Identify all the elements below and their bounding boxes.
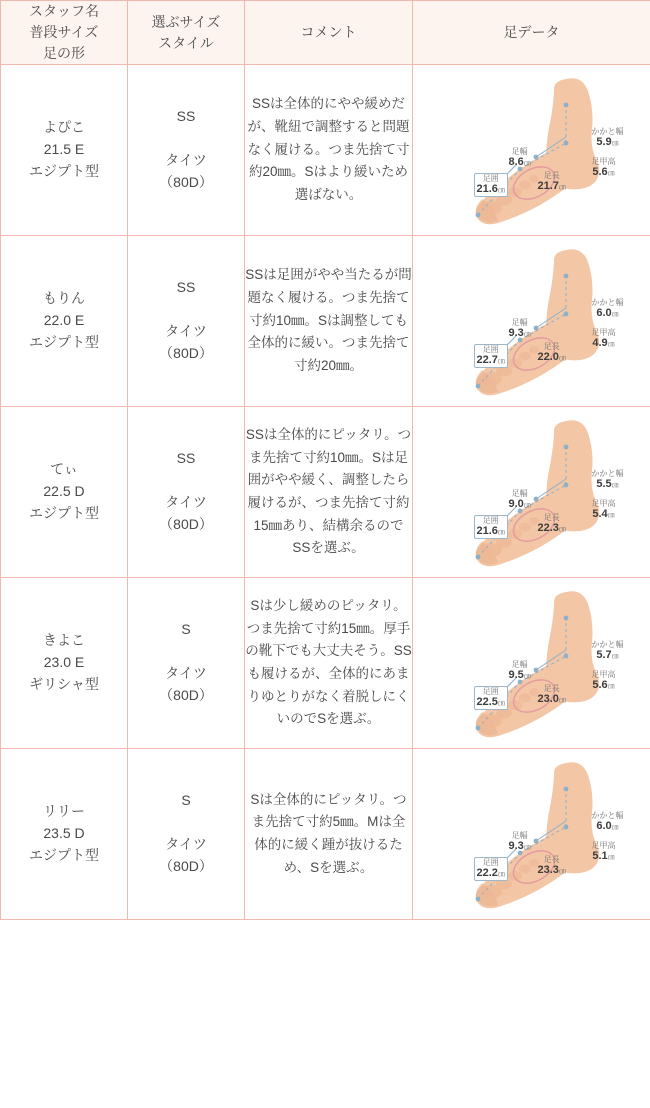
header-staff: [1, 1, 128, 65]
chosen-size: S: [181, 621, 191, 638]
header-staff-line1: スタッフ名: [29, 3, 99, 19]
foot-data-cell: [413, 407, 650, 578]
comment-cell: SSは足囲がやや当たるが問題なく履ける。つま先捨て寸約10㎜。Sは調整しても全体的に緩い。つま先捨て寸約20㎜。: [245, 236, 413, 407]
staff-name: よぴこ: [43, 119, 85, 136]
comment-cell: Sは少し緩めのピッタリ。つま先捨て寸約15㎜。厚手の靴下でも大丈夫そう。SSも履けるが、全体的にあまりゆとりがなく着脱しにくいのでSを選ぶ。: [245, 578, 413, 749]
staff-usual-size: 22.0 E: [43, 312, 85, 329]
foot-data-cell: [413, 236, 650, 407]
foot-length-label: 足長 23.3㎝: [537, 855, 566, 877]
foot-girth-label: 足囲 22.2㎝: [474, 857, 508, 881]
header-foot-data-label: 足データ: [503, 24, 560, 40]
header-staff-line2: 普段サイズ: [29, 24, 99, 40]
table-body: [1, 65, 650, 920]
staff-foot-type: ギリシャ型: [29, 675, 99, 692]
style-name: タイツ: [165, 836, 207, 853]
foot-data-cell: [413, 65, 650, 236]
comment-cell: SSは全体的にピッタリ。つま先捨て寸約10㎜。Sは足囲がやや緩く、調整したら履けるが、つま先捨て寸約15㎜あり、結構余るのでSSを選ぶ。: [245, 407, 413, 578]
foot-length-label: 足長 21.7㎝: [537, 171, 566, 193]
table-row: [1, 65, 650, 236]
foot-diagram: [416, 578, 648, 748]
heel-width-label: かかと幅 5.5㎝: [591, 469, 624, 491]
foot-illustration: [416, 236, 648, 406]
size-cell: [128, 749, 245, 920]
table-row: [1, 578, 650, 749]
header-row: [1, 1, 650, 65]
foot-width-label: 足幅 8.6㎝: [508, 147, 531, 169]
table-row: [1, 236, 650, 407]
foot-length-label: 足長 23.0㎝: [537, 684, 566, 706]
staff-name: もりん: [43, 290, 85, 307]
style-name: タイツ: [165, 323, 207, 340]
foot-diagram: [416, 749, 648, 919]
staff-name: きよこ: [43, 632, 85, 649]
foot-girth-label: 足囲 21.6㎝: [474, 173, 508, 197]
foot-diagram: [416, 407, 648, 577]
staff-usual-size: 23.0 E: [43, 654, 85, 671]
comment-cell: SSは全体的にやや緩めだが、靴紐で調整すると問題なく履ける。つま先捨て寸約20㎜。Sはより緩いため選ばない。: [245, 65, 413, 236]
foot-length-label: 足長 22.0㎝: [537, 342, 566, 364]
header-comment-label: コメント: [300, 24, 357, 40]
heel-width-label: かかと幅 6.0㎝: [591, 811, 624, 833]
foot-width-label: 足幅 9.0㎝: [508, 489, 531, 511]
comment-cell: Sは全体的にピッタリ。つま先捨て寸約5㎜。Mは全体的に緩く踵が抜けるため、Sを選ぶ。: [245, 749, 413, 920]
foot-data-cell: [413, 578, 650, 749]
header-size: [128, 1, 245, 65]
style-name: タイツ: [165, 494, 207, 511]
foot-girth-label: 足囲 22.5㎝: [474, 686, 508, 710]
chosen-size: SS: [176, 279, 196, 296]
chosen-size: SS: [176, 450, 196, 467]
header-size-line2: スタイル: [158, 34, 214, 51]
table-row: [1, 407, 650, 578]
style-denier: （80D）: [159, 686, 213, 703]
foot-girth-label: 足囲 21.6㎝: [474, 515, 508, 539]
header-size-line1: 選ぶサイズ: [151, 13, 221, 30]
size-cell: [128, 65, 245, 236]
foot-data-cell: [413, 749, 650, 920]
heel-width-label: かかと幅 6.0㎝: [591, 298, 624, 320]
staff-foot-type: エジプト型: [29, 162, 99, 179]
staff-cell: [1, 749, 128, 920]
staff-cell: [1, 407, 128, 578]
size-cell: [128, 236, 245, 407]
instep-height-label: 足甲高 5.6㎝: [591, 670, 616, 692]
foot-illustration: [416, 749, 648, 919]
staff-name: てぃ: [50, 461, 78, 478]
instep-height-label: 足甲高 4.9㎝: [591, 328, 616, 350]
foot-diagram: [416, 65, 648, 235]
style-denier: （80D）: [159, 344, 213, 361]
foot-width-label: 足幅 9.5㎝: [508, 660, 531, 682]
staff-name: リリー: [43, 803, 85, 820]
foot-width-label: 足幅 9.3㎝: [508, 831, 531, 853]
foot-illustration: [416, 407, 648, 577]
foot-length-label: 足長 22.3㎝: [537, 513, 566, 535]
staff-foot-type: エジプト型: [29, 504, 99, 521]
staff-usual-size: 22.5 D: [43, 483, 85, 500]
staff-cell: [1, 65, 128, 236]
chosen-size: S: [181, 792, 191, 809]
staff-cell: [1, 236, 128, 407]
style-denier: （80D）: [159, 173, 213, 190]
instep-height-label: 足甲高 5.4㎝: [591, 499, 616, 521]
staff-foot-type: エジプト型: [29, 846, 99, 863]
foot-illustration: [416, 65, 648, 235]
header-comment: [245, 1, 413, 65]
size-cell: [128, 578, 245, 749]
style-denier: （80D）: [159, 857, 213, 874]
foot-girth-label: 足囲 22.7㎝: [474, 344, 508, 368]
table-header: [1, 1, 650, 65]
style-name: タイツ: [165, 665, 207, 682]
foot-illustration: [416, 578, 648, 748]
table-row: [1, 749, 650, 920]
heel-width-label: かかと幅 5.7㎝: [591, 640, 624, 662]
staff-cell: [1, 578, 128, 749]
size-cell: [128, 407, 245, 578]
staff-foot-type: エジプト型: [29, 333, 99, 350]
instep-height-label: 足甲高 5.1㎝: [591, 841, 616, 863]
chosen-size: SS: [176, 108, 196, 125]
foot-width-label: 足幅 9.3㎝: [508, 318, 531, 340]
instep-height-label: 足甲高 5.6㎝: [591, 157, 616, 179]
staff-usual-size: 21.5 E: [43, 141, 85, 158]
header-staff-line3: 足の形: [43, 45, 85, 61]
staff-usual-size: 23.5 D: [43, 825, 85, 842]
heel-width-label: かかと幅 5.9㎝: [591, 127, 624, 149]
style-name: タイツ: [165, 152, 207, 169]
header-foot-data: [413, 1, 650, 65]
foot-diagram: [416, 236, 648, 406]
style-denier: （80D）: [159, 515, 213, 532]
